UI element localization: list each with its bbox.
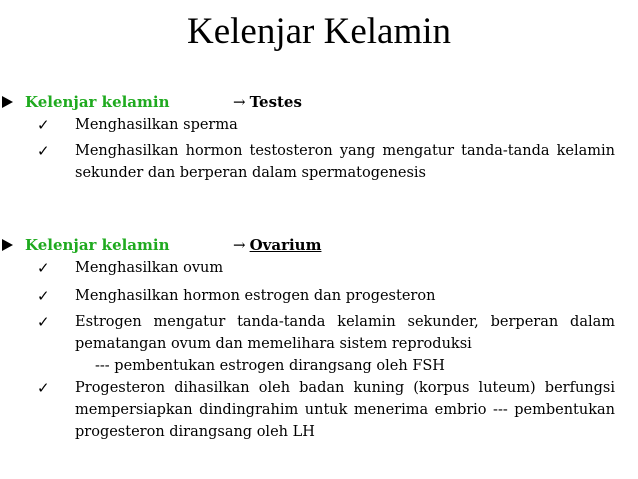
arrowhead-bullet-icon [2,239,13,251]
checkmark-icon: ✓ [37,313,50,331]
item-text: Estrogen mengatur tanda-tanda kelamin sekunder, berperan dalam pematangan ovum dan memelihara sistem reproduksi [75,314,615,352]
item-text: Menghasilkan sperma [75,117,238,133]
item-subtext: --- pembentukan estrogen dirangsang oleh FSH [95,358,445,374]
item-text: Menghasilkan hormon testosteron yang mengatur tanda-tanda kelamin sekunder dan berperan dalam spermatogenesis [75,143,615,181]
checkmark-icon: ✓ [37,259,50,277]
checkmark-icon: ✓ [37,379,50,397]
checkmark-icon: ✓ [37,142,50,160]
section-target [233,234,321,256]
right-arrow-icon: → [233,236,246,254]
checkmark-icon: ✓ [37,287,50,305]
target-name: Testes [249,93,302,111]
target-name: Ovarium [249,236,322,254]
section-label: Kelenjar kelamin [25,93,170,111]
item-text-block [75,311,615,377]
item-text: Progesteron dihasilkan oleh badan kuning (korpus luteum) berfungsi mempersiapkan dindingrahim untuk menerima embrio --- pembentukan progesteron dirangsang oleh LH [75,380,615,440]
slide-title: Kelenjar Kelamin [186,11,452,52]
section-label: Kelenjar kelamin [25,236,170,254]
section-target [233,91,302,113]
arrowhead-bullet-icon [2,96,13,108]
item-text: Menghasilkan hormon estrogen dan progesteron [75,288,436,304]
item-text: Menghasilkan ovum [75,260,224,276]
checkmark-icon: ✓ [37,116,50,134]
right-arrow-icon: → [233,93,246,111]
